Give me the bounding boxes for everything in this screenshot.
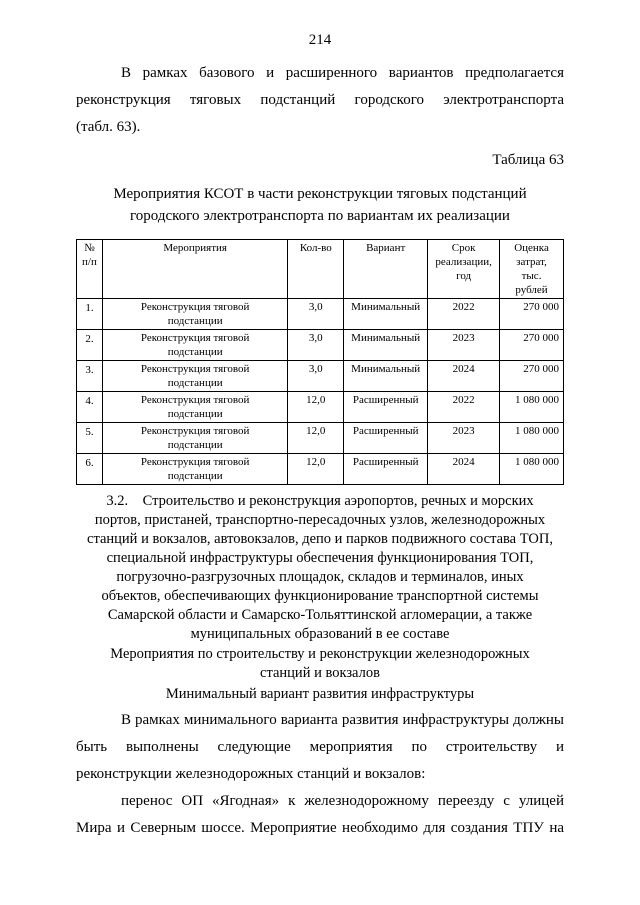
table-cell: 12,0 — [288, 423, 344, 454]
table-cell: Минимальный — [344, 361, 428, 392]
table-cell: Минимальный — [344, 299, 428, 330]
table-body — [77, 299, 564, 485]
table-cell: 12,0 — [288, 454, 344, 485]
subheading-line: Мероприятия по строительству и реконструкции железнодорожных — [110, 646, 530, 662]
section-heading-line: объектов, обеспечивающих функционирование транспортной системы — [101, 588, 539, 604]
body-line: реконструкции железнодорожных станций и вокзалов: — [76, 766, 426, 782]
table-cell: 1 080 000 — [500, 392, 564, 423]
intro-paragraph — [76, 60, 564, 141]
section-heading-line: специальной инфраструктуры обеспечения функционирования ТОП, — [106, 550, 534, 566]
table-cell: Расширенный — [344, 392, 428, 423]
table-cell: 5. — [77, 423, 103, 454]
table-cell: 1 080 000 — [500, 423, 564, 454]
table-row — [77, 361, 564, 392]
table-cell: 3. — [77, 361, 103, 392]
subheading — [76, 645, 564, 683]
section-heading-line: погрузочно-разгрузочных площадок, складов и терминалов, иных — [116, 569, 524, 585]
table-cell: 2023 — [428, 423, 500, 454]
table-cell: 270 000 — [500, 299, 564, 330]
intro-line: В рамках базового и расширенного вариантов предполагается — [121, 65, 564, 81]
table-cell: Минимальный — [344, 330, 428, 361]
body-paragraph — [76, 707, 564, 842]
header-cell: Оценка затрат, тыс. рублей — [500, 240, 564, 299]
table-cell: 3,0 — [288, 299, 344, 330]
section-heading-line: станций и вокзалов, автовокзалов, депо и парков подвижного состава ТОП, — [87, 531, 553, 547]
table-cell: 1. — [77, 299, 103, 330]
table-cell: 270 000 — [500, 361, 564, 392]
body-line: Мира и Северным шоссе. Мероприятие необходимо для создания ТПУ на — [76, 820, 564, 836]
header-cell: Срок реализации, год — [428, 240, 500, 299]
table-cell: 2022 — [428, 392, 500, 423]
table-label: Таблица 63 — [492, 152, 564, 168]
page-number: 214 — [308, 32, 332, 48]
table-cell: Реконструкция тяговой подстанции — [102, 299, 287, 330]
table-cell: 2023 — [428, 330, 500, 361]
section-heading-line: Самарской области и Самарско-Тольяттинской агломерации, а также — [107, 607, 533, 623]
subheading-line: станций и вокзалов — [260, 665, 380, 681]
table-cell: Реконструкция тяговой подстанции — [102, 392, 287, 423]
table-row — [77, 423, 564, 454]
table-cell: 1 080 000 — [500, 454, 564, 485]
measures-table — [76, 239, 564, 485]
table-row — [77, 454, 564, 485]
table-title — [76, 183, 564, 227]
table-cell: Реконструкция тяговой подстанции — [102, 423, 287, 454]
table-cell: 2024 — [428, 361, 500, 392]
variant-heading: Минимальный вариант развития инфраструктуры — [165, 686, 475, 702]
intro-line: реконструкция тяговых подстанций городского электротранспорта — [76, 92, 564, 108]
table-cell: 3,0 — [288, 361, 344, 392]
table-header-row — [77, 240, 564, 299]
header-cell: № п/п — [77, 240, 103, 299]
table-row — [77, 299, 564, 330]
section-heading-line: портов, пристаней, транспортно-пересадочных узлов, железнодорожных — [94, 512, 546, 528]
table-cell: 4. — [77, 392, 103, 423]
table-cell: Расширенный — [344, 454, 428, 485]
table-cell: 3,0 — [288, 330, 344, 361]
table-cell: Расширенный — [344, 423, 428, 454]
section-heading — [76, 492, 564, 644]
body-line: перенос ОП «Ягодная» к железнодорожному переезду с улицей — [121, 793, 564, 809]
table-row — [77, 330, 564, 361]
header-cell: Вариант — [344, 240, 428, 299]
table-cell: 2024 — [428, 454, 500, 485]
table-cell: Реконструкция тяговой подстанции — [102, 361, 287, 392]
table-cell: 270 000 — [500, 330, 564, 361]
section-heading-line: муниципальных образований в ее составе — [190, 626, 450, 642]
table-cell: Реконструкция тяговой подстанции — [102, 330, 287, 361]
table-cell: 2. — [77, 330, 103, 361]
table-title-line: городского электротранспорта по вариантам их реализации — [130, 208, 510, 224]
body-line: В рамках минимального варианта развития инфраструктуры должны — [121, 712, 564, 728]
table-cell: 2022 — [428, 299, 500, 330]
header-cell: Мероприятия — [102, 240, 287, 299]
table-row — [77, 392, 564, 423]
header-cell: Кол-во — [288, 240, 344, 299]
body-line: быть выполнены следующие мероприятия по строительству и — [76, 739, 564, 755]
table-cell: 12,0 — [288, 392, 344, 423]
intro-line: (табл. 63). — [76, 119, 141, 135]
table-cell: 6. — [77, 454, 103, 485]
section-heading-line: 3.2. Строительство и реконструкция аэропортов, речных и морских — [106, 493, 534, 509]
table-title-line: Мероприятия КСОТ в части реконструкции тяговых подстанций — [113, 186, 527, 202]
table-cell: Реконструкция тяговой подстанции — [102, 454, 287, 485]
